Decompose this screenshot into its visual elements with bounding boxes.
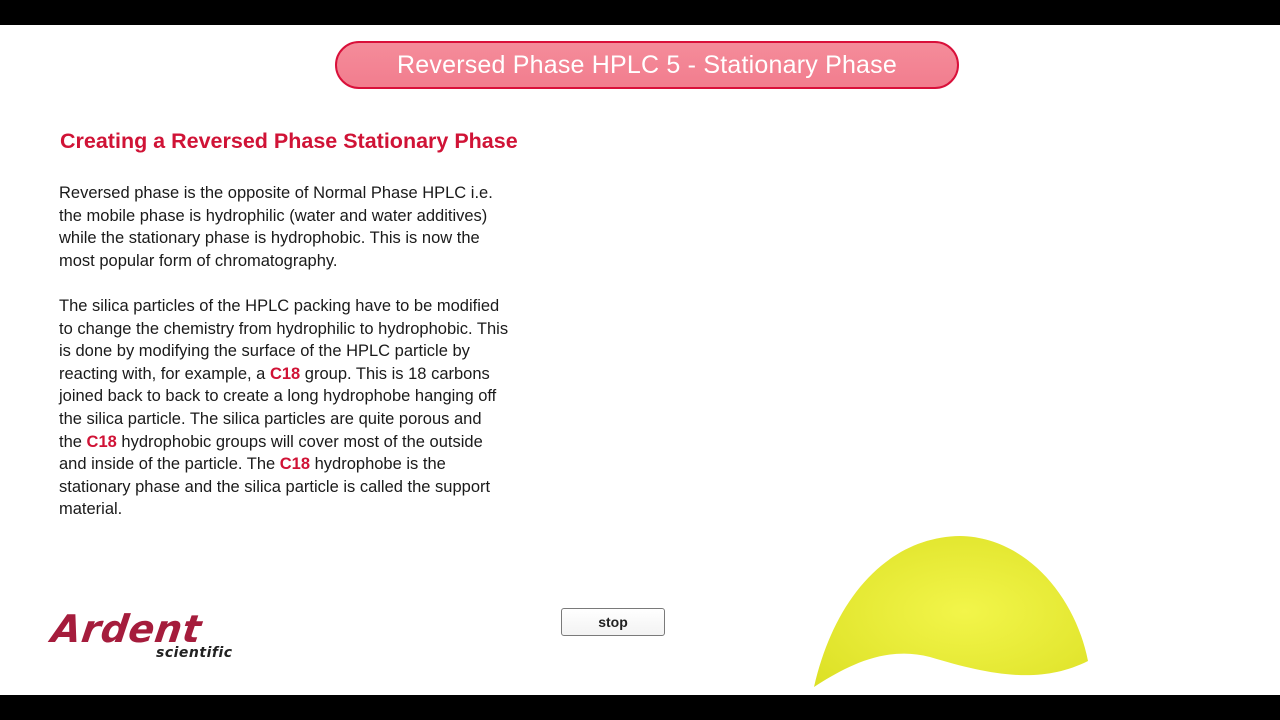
c18-highlight: C18 xyxy=(86,432,117,451)
logo-tagline: scientific xyxy=(156,645,233,661)
paragraph-text: group. This is 18 carbons joined back to back to create a long hydrophobe hanging off the silica particle. The silica particles are quite porous and the xyxy=(59,364,497,451)
paragraph-text: The silica particles of the HPLC packing have to be modified to change the chemistry from hydrophilic to hydrophobic. This is done by modifying the surface of the HPLC particle by reacting with, for example, a xyxy=(59,297,509,383)
slide-title: Reversed Phase HPLC 5 - Stationary Phase xyxy=(397,50,897,79)
section-heading: Creating a Reversed Phase Stationary Phase xyxy=(60,129,518,153)
c18-highlight: C18 xyxy=(279,455,311,474)
intro-paragraph: Reversed phase is the opposite of Normal Phase HPLC i.e. the mobile phase is hydrophilic (water and water additives) while the stationary phase is hydrophobic. This is now the most popular form of chromatography. xyxy=(59,184,493,270)
slide-stage xyxy=(0,25,1280,695)
slide-title-banner xyxy=(335,41,959,89)
logo-wordmark: Ardent xyxy=(48,607,205,651)
ardent-scientific-logo xyxy=(48,607,272,665)
silica-particle xyxy=(814,536,1088,687)
paragraph-text: hydrophobe is the stationary phase and the silica particle is called the support material. xyxy=(59,455,491,519)
stop-button[interactable]: stop xyxy=(561,608,665,636)
c18-highlight: C18 xyxy=(269,364,301,383)
silica-particle-illustration xyxy=(800,525,1100,695)
silica-paragraph xyxy=(59,295,509,521)
paragraph-text: hydrophobic groups will cover most of the outside and inside of the particle. The xyxy=(59,432,483,474)
